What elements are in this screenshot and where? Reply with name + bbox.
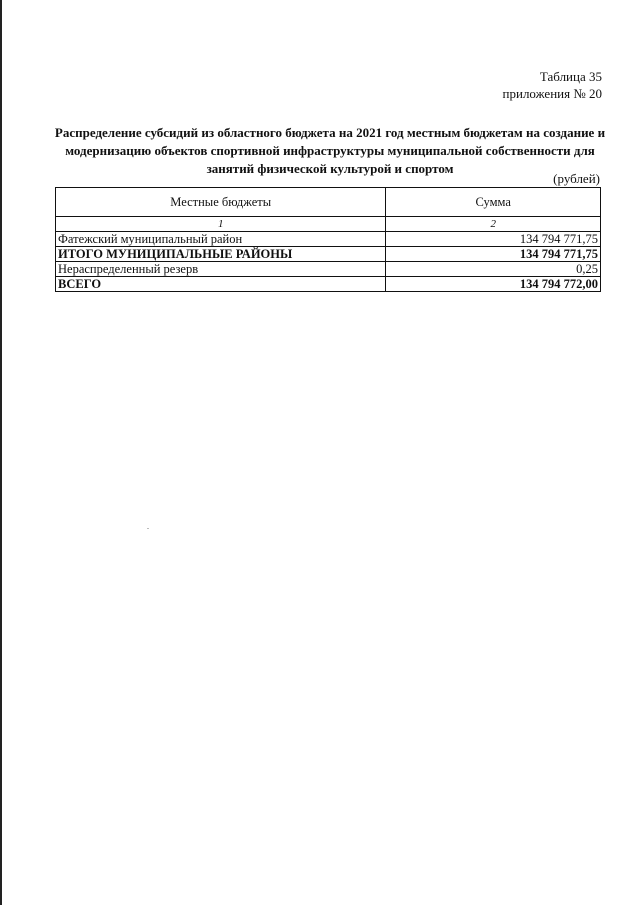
appendix-label: приложения № 20	[502, 86, 602, 101]
row-name: Фатежский муниципальный район	[56, 232, 386, 247]
row-amount: 0,25	[386, 262, 601, 277]
row-amount: 134 794 772,00	[386, 277, 601, 292]
row-amount: 134 794 771,75	[386, 232, 601, 247]
table-row	[56, 262, 601, 277]
document-header	[503, 68, 602, 102]
column-number-2: 2	[386, 217, 601, 232]
column-header-budgets: Местные бюджеты	[56, 188, 386, 217]
row-name: ВСЕГО	[56, 277, 386, 292]
column-header-amount: Сумма	[386, 188, 601, 217]
subsidy-table	[55, 187, 601, 292]
scan-speck	[147, 528, 149, 529]
row-amount: 134 794 771,75	[386, 247, 601, 262]
row-name: ИТОГО МУНИЦИПАЛЬНЫЕ РАЙОНЫ	[56, 247, 386, 262]
column-number-row	[56, 217, 601, 232]
table-row-subtotal	[56, 247, 601, 262]
column-number-1: 1	[56, 217, 386, 232]
table-label: Таблица 35	[539, 69, 602, 84]
table-row-total	[56, 277, 601, 292]
units-label: (рублей)	[553, 171, 600, 186]
document-title: Распределение субсидий из областного бюджета на 2021 год местным бюджетам на создание и модернизацию объектов спортивной инфраструктуры муниципальной собственности для занятий физической культурой и спортом	[54, 125, 606, 176]
scan-edge	[0, 0, 2, 905]
table-header-row	[56, 188, 601, 217]
table-row	[56, 232, 601, 247]
row-name: Нераспределенный резерв	[56, 262, 386, 277]
